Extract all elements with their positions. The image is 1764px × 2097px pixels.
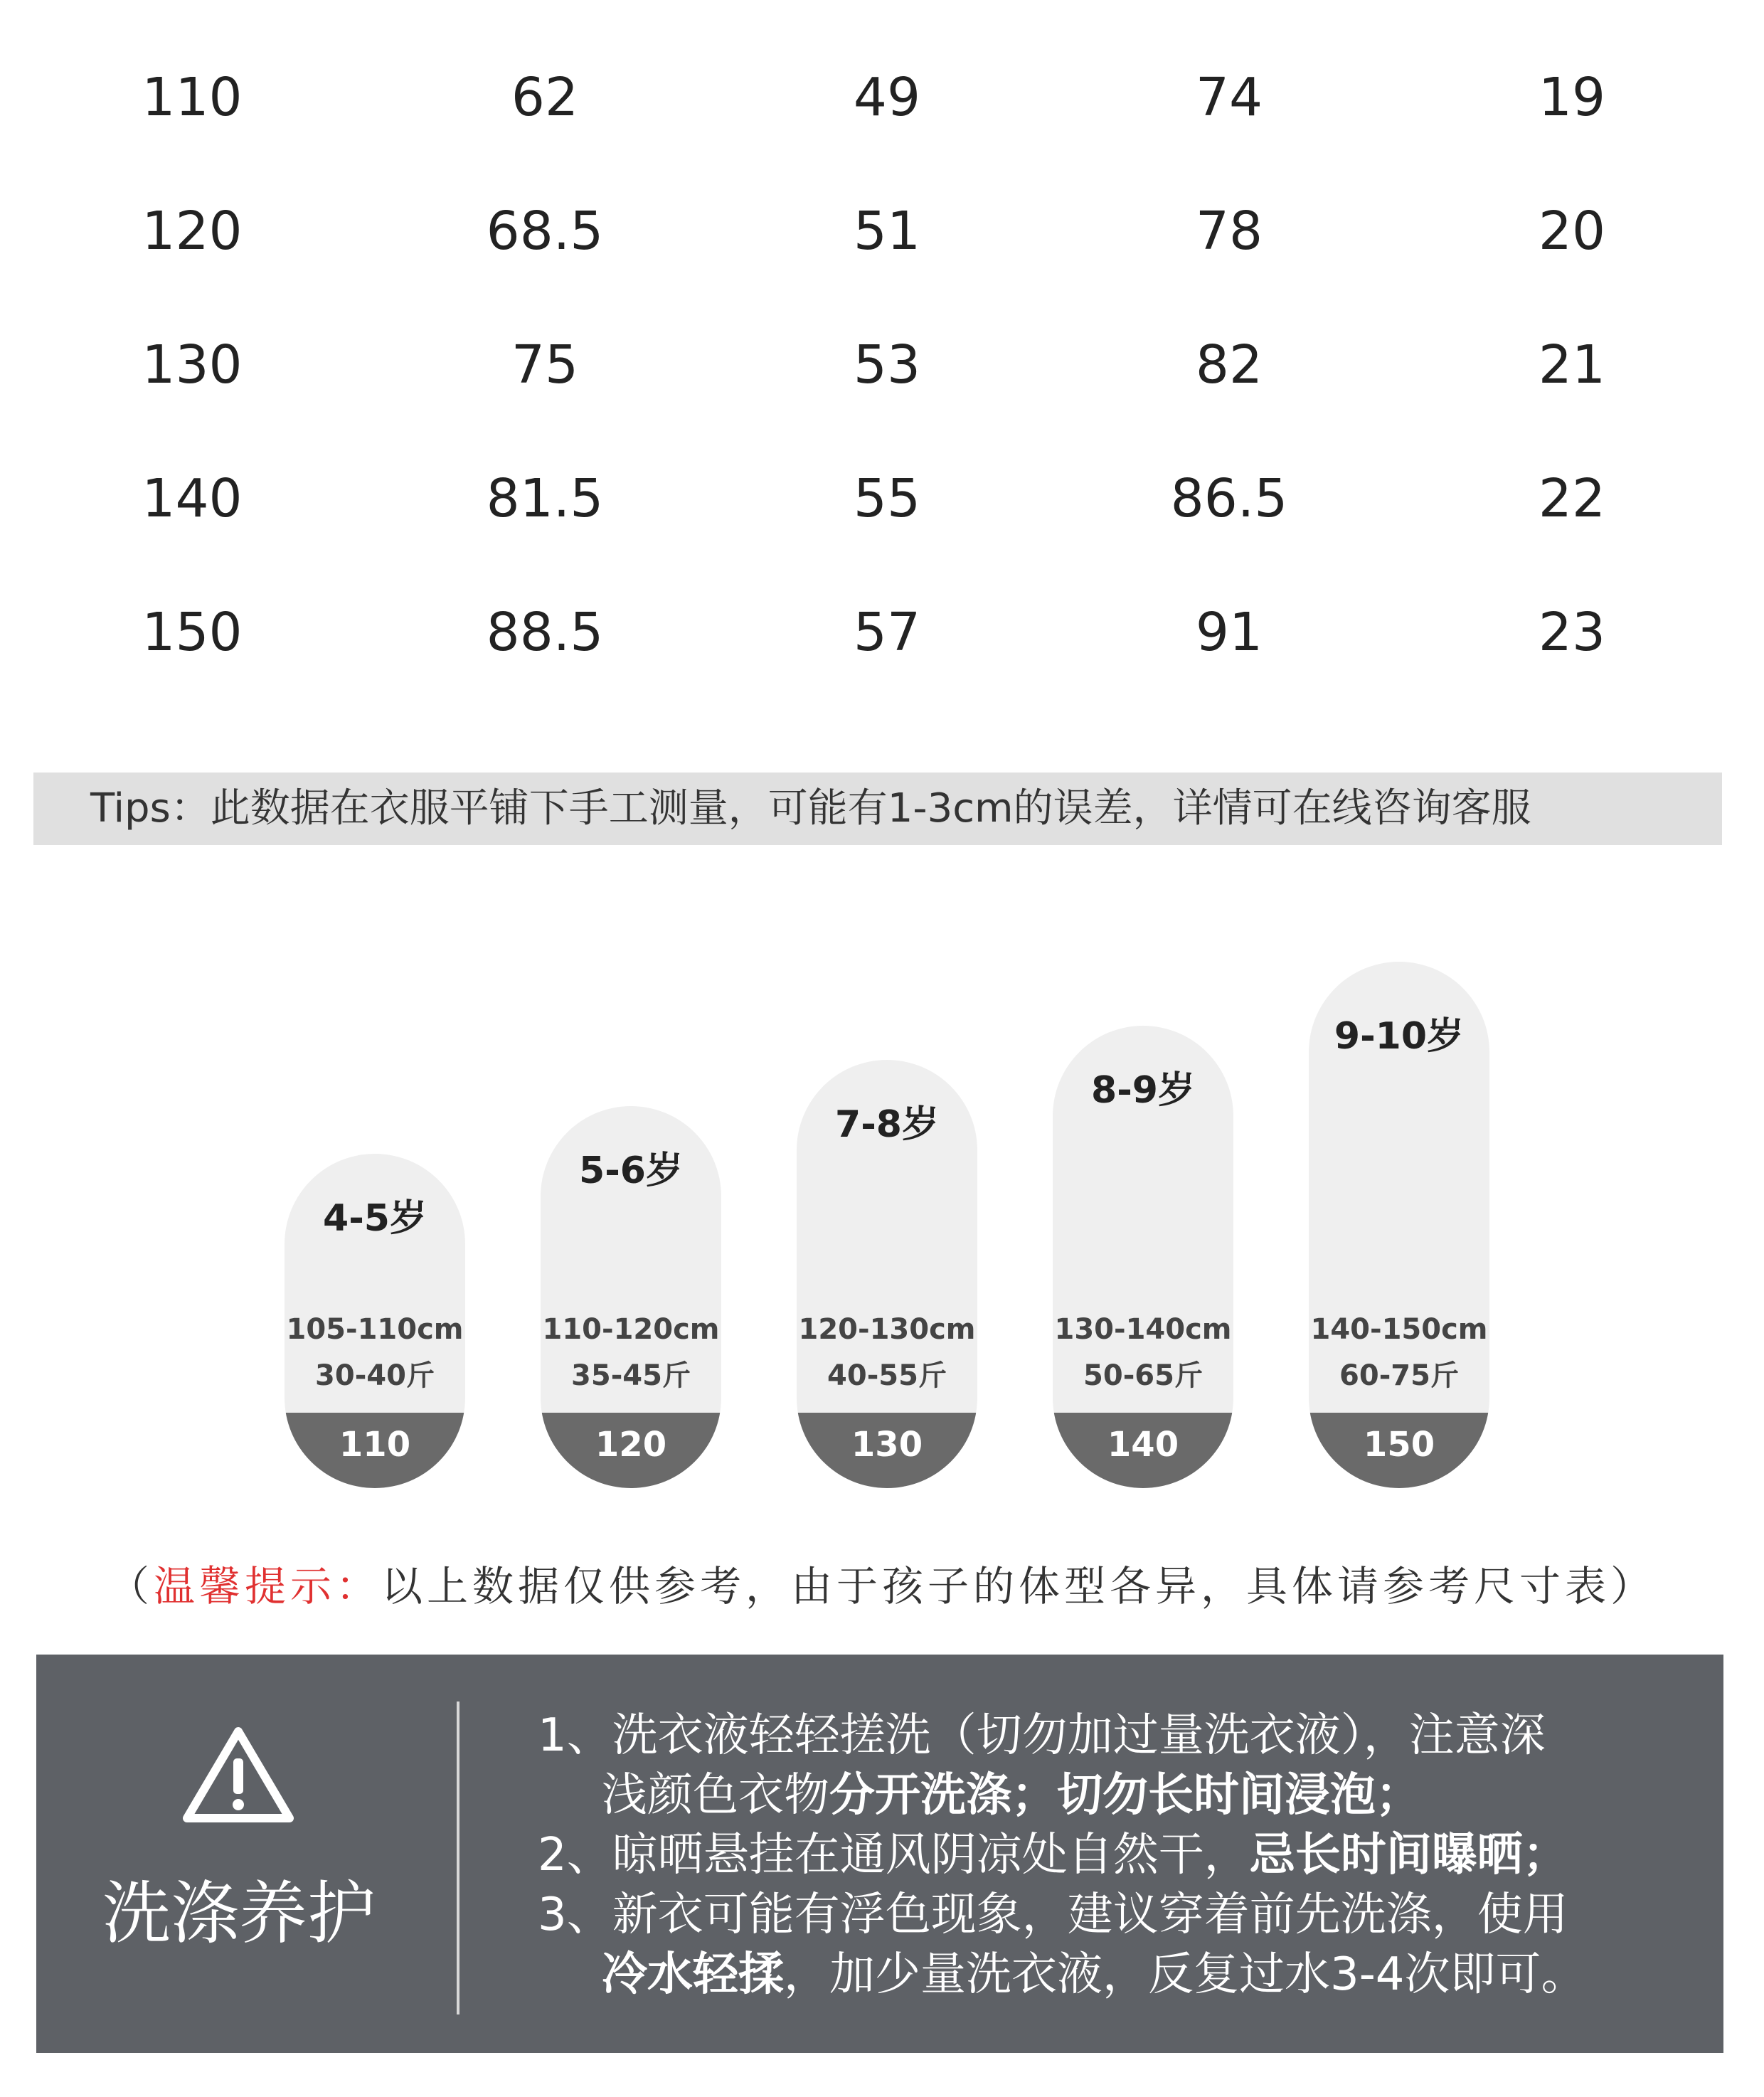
age-pill <box>541 1106 721 1488</box>
tips-bar: Tips：此数据在衣服平铺下手工测量，可能有1-3cm的误差，详情可在线咨询客服 <box>33 773 1722 845</box>
care-line-5 <box>538 1945 1690 2005</box>
height-range: 130-140cm <box>1054 1313 1232 1346</box>
size-badge: 130 <box>797 1413 977 1488</box>
table-cell: 62 <box>511 67 579 128</box>
table-cell: 20 <box>1538 201 1606 262</box>
age-pill <box>1053 1026 1233 1488</box>
reminder-line <box>0 1558 1764 1615</box>
table-cell: 88.5 <box>486 602 604 663</box>
table-cell: 68.5 <box>486 201 604 262</box>
age-label: 5-6岁 <box>579 1150 683 1192</box>
care-line-5-normal: ，加少量洗衣液，反复过水3-4次即可。 <box>784 1948 1587 2001</box>
table-cell: 21 <box>1538 334 1606 395</box>
table-cell: 75 <box>511 334 579 395</box>
reminder-close-paren: ） <box>1610 1562 1657 1610</box>
weight-range: 35-45斤 <box>571 1359 691 1392</box>
reminder-text: 以上数据仅供参考，由于孩子的体型各异，具体请参考尺寸表 <box>381 1562 1611 1610</box>
care-line-2-normal: 浅颜色衣物 <box>602 1769 829 1822</box>
care-panel <box>36 1655 1723 2053</box>
table-cell: 19 <box>1538 67 1606 128</box>
table-row <box>0 575 1764 689</box>
care-line-4: 3、新衣可能有浮色现象，建议穿着前先洗涤，使用 <box>538 1889 1568 1941</box>
table-cell: 110 <box>142 67 243 128</box>
size-badge: 150 <box>1309 1413 1489 1488</box>
care-line-2 <box>538 1766 1690 1825</box>
table-cell: 82 <box>1195 334 1263 395</box>
table-cell: 81.5 <box>486 468 604 529</box>
care-line-1: 1、洗衣液轻轻搓洗（切勿加过量洗衣液），注意深 <box>538 1709 1546 1762</box>
table-cell: 86.5 <box>1170 468 1288 529</box>
age-pill <box>285 1154 465 1488</box>
care-line-3-normal: 2、晾晒悬挂在通风阴凉处自然干， <box>538 1829 1250 1881</box>
weight-range: 30-40斤 <box>315 1359 435 1392</box>
table-cell: 57 <box>853 602 921 663</box>
height-range: 105-110cm <box>286 1313 464 1346</box>
table-row <box>0 41 1764 154</box>
table-cell: 51 <box>853 201 921 262</box>
size-badge: 120 <box>541 1413 721 1488</box>
table-cell: 22 <box>1538 468 1606 529</box>
table-row <box>0 308 1764 422</box>
age-pill <box>797 1060 977 1488</box>
age-pill <box>1309 962 1489 1488</box>
reminder-open-paren: （ <box>107 1562 154 1610</box>
table-cell: 78 <box>1195 201 1263 262</box>
weight-range: 40-55斤 <box>827 1359 947 1392</box>
table-cell: 91 <box>1195 602 1263 663</box>
size-badge: 140 <box>1053 1413 1233 1488</box>
care-title: 洗涤养护 <box>102 1874 376 1953</box>
age-label: 8-9岁 <box>1091 1069 1195 1112</box>
table-row <box>0 442 1764 556</box>
height-range: 120-130cm <box>798 1313 976 1346</box>
height-range: 110-120cm <box>542 1313 720 1346</box>
care-line-5-bold: 冷水轻揉 <box>602 1948 784 2001</box>
table-cell: 49 <box>853 67 921 128</box>
table-cell: 23 <box>1538 602 1606 663</box>
table-row <box>0 174 1764 288</box>
height-range: 140-150cm <box>1310 1313 1488 1346</box>
size-badge: 110 <box>285 1413 465 1488</box>
table-cell: 74 <box>1195 67 1263 128</box>
table-cell: 150 <box>142 602 243 663</box>
age-label: 4-5岁 <box>323 1197 427 1240</box>
size-table <box>0 0 1764 711</box>
table-cell: 55 <box>853 468 921 529</box>
care-line-2-bold: 分开洗涤；切勿长时间浸泡； <box>829 1769 1421 1822</box>
weight-range: 50-65斤 <box>1083 1359 1203 1392</box>
weight-range: 60-75斤 <box>1339 1359 1459 1392</box>
table-cell: 130 <box>142 334 243 395</box>
warning-triangle-icon <box>181 1726 295 1824</box>
age-label: 7-8岁 <box>835 1103 939 1146</box>
care-divider <box>457 1702 459 2014</box>
table-cell: 120 <box>142 201 243 262</box>
care-line-3 <box>538 1825 1690 1885</box>
age-label: 9-10岁 <box>1334 1015 1465 1058</box>
care-line-3-bold: 忌长时间曝晒； <box>1249 1829 1568 1881</box>
table-cell: 53 <box>853 334 921 395</box>
reminder-label: 温馨提示： <box>153 1562 381 1610</box>
care-instructions <box>538 1706 1690 2005</box>
table-cell: 140 <box>142 468 243 529</box>
